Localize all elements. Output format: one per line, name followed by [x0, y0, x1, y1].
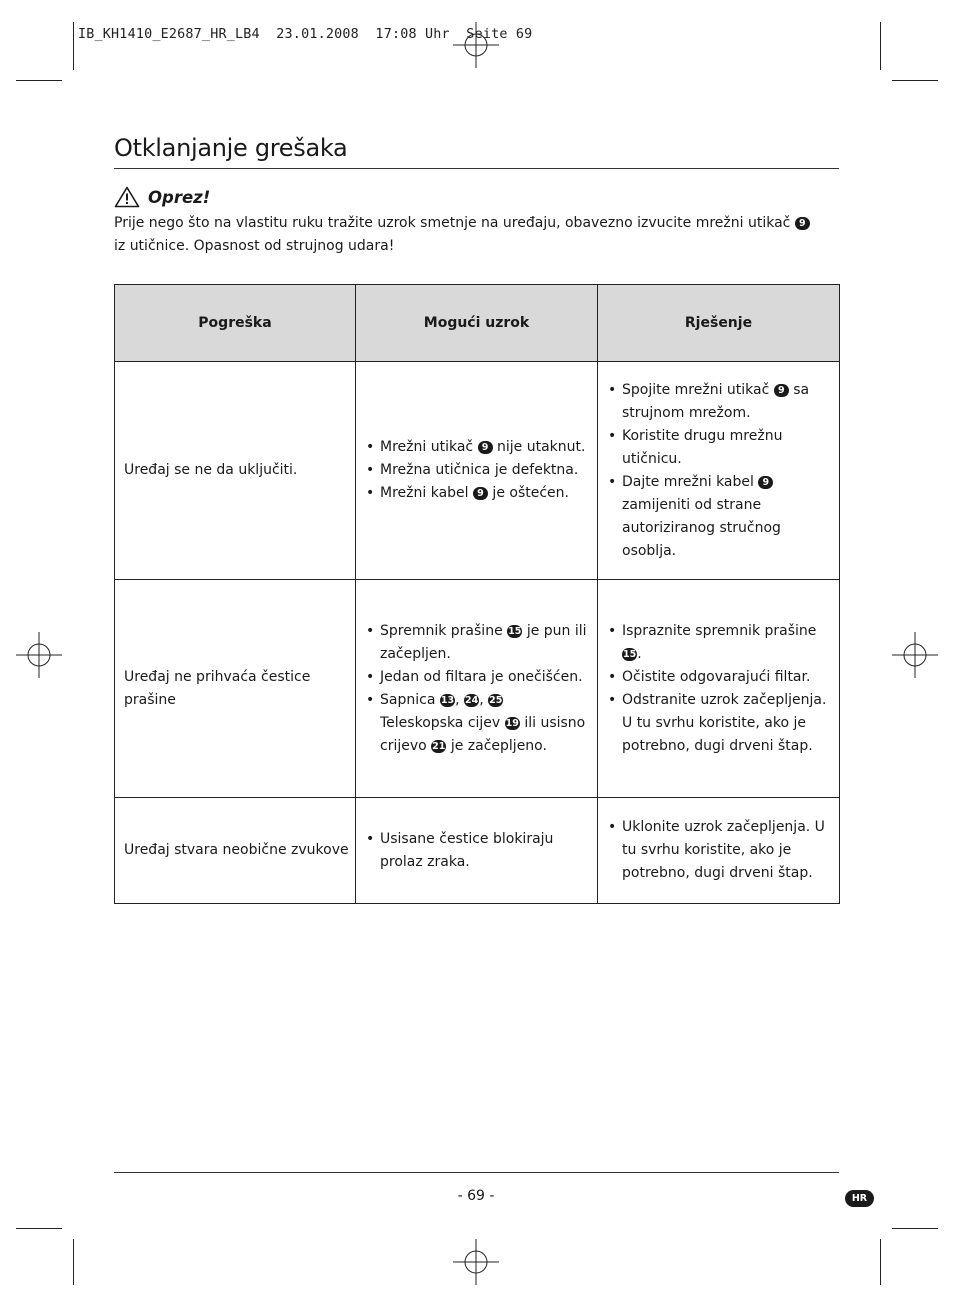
list-item-text: Koristite drugu mrežnu utičnicu. [622, 427, 783, 467]
warning-text-part: iz utičnice. Opasnost od strujnog udara! [114, 238, 395, 254]
warning-heading [114, 186, 210, 208]
list-item-text: sa strujnom mrežom. [622, 381, 810, 421]
list-item [608, 425, 833, 471]
list-item-text: Jedan od filtara je onečišćen. [380, 668, 583, 685]
warning-text-part: Prije nego što na vlastitu ruku tražite uzrok smetnje na uređaju, obavezno izvucite mrežni utikač [114, 215, 795, 231]
table-header-row [115, 285, 840, 362]
part-number-badge: 9 [758, 476, 773, 489]
registration-mark-icon [16, 632, 62, 678]
list-item-text: . [637, 645, 642, 662]
list-item-text: Sapnica [380, 691, 440, 708]
print-header: IB_KH1410_E2687_HR_LB4 23.01.2008 17:08 Uhr Seite 69 [78, 27, 533, 42]
crop-mark [892, 1228, 938, 1229]
list-item [366, 620, 591, 666]
list-item [608, 620, 833, 666]
list-item-text: je začepljeno. [446, 737, 547, 754]
column-header-solution: Rješenje [598, 285, 840, 362]
list-item-text: Očistite odgovarajući filtar. [622, 668, 811, 685]
footer-divider [114, 1172, 839, 1173]
solution-list [598, 816, 839, 885]
cause-list [356, 828, 597, 874]
solution-list [598, 379, 839, 563]
crop-mark [16, 80, 62, 81]
page-title: Otklanjanje grešaka [114, 134, 348, 162]
list-item-text: Mrežni utikač [380, 439, 478, 455]
list-item-text: Usisane čestice blokiraju prolaz zraka. [380, 830, 554, 870]
part-number-badge: 15 [623, 648, 637, 660]
crop-mark [73, 22, 74, 70]
table-row [115, 362, 840, 580]
registration-mark-icon [453, 22, 499, 68]
solution-cell [598, 580, 840, 798]
warning-text [114, 212, 824, 258]
list-item [608, 689, 833, 758]
crop-mark [16, 1228, 62, 1229]
cause-cell [356, 798, 598, 904]
part-number-badge: 25 [489, 694, 503, 706]
part-number-badge: 9 [795, 217, 810, 230]
list-item-text: Spremnik prašine [380, 622, 508, 639]
list-item-text: Mrežna utičnica je defektna. [380, 462, 579, 478]
part-number-badge: 9 [473, 487, 488, 500]
list-item-text: Spojite mrežni utikač [622, 381, 774, 398]
column-header-error: Pogreška [115, 285, 356, 362]
part-number-badge: 9 [774, 384, 789, 397]
list-item-text: Odstranite uzrok začepljenja. U tu svrhu koristite, ako je potrebno, dugi drveni štap. [622, 691, 827, 754]
crop-mark [73, 1239, 74, 1285]
solution-list [598, 620, 839, 758]
list-item [608, 379, 833, 425]
crop-mark [880, 1239, 881, 1285]
crop-mark [880, 22, 881, 70]
column-header-cause: Mogući uzrok [356, 285, 598, 362]
title-divider [114, 168, 839, 169]
registration-mark-icon [892, 632, 938, 678]
page-number: - 69 - [457, 1188, 495, 1204]
table-row [115, 798, 840, 904]
error-cell: Uređaj se ne da uključiti. [115, 362, 356, 580]
error-cell: Uređaj ne prihvaća čestice prašine [115, 580, 356, 798]
cause-cell [356, 580, 598, 798]
list-item [366, 482, 591, 505]
list-item [608, 471, 833, 563]
list-item-text: Teleskopska cijev [380, 714, 505, 731]
list-item [608, 816, 833, 885]
list-item [366, 436, 591, 459]
list-item-text: je oštećen. [487, 485, 569, 501]
part-number-badge: 13 [440, 694, 455, 706]
list-item-text: Ispraznite spremnik prašine [622, 622, 817, 639]
solution-cell [598, 362, 840, 580]
list-item [366, 666, 591, 689]
troubleshooting-table [114, 284, 840, 904]
list-item-text: Mrežni kabel [380, 485, 473, 501]
language-badge: HR [845, 1190, 874, 1207]
registration-mark-icon [453, 1239, 499, 1285]
cause-list [356, 436, 597, 505]
list-item-text: je pun ili začepljen. [380, 622, 587, 662]
part-number-badge: 9 [478, 441, 493, 454]
part-number-badge: 19 [505, 717, 519, 729]
solution-cell [598, 798, 840, 904]
part-number-badge: 24 [464, 694, 479, 706]
cause-cell [356, 362, 598, 580]
list-item-text: , [455, 691, 464, 708]
cause-list [356, 620, 597, 758]
list-item-text: ili usisno crijevo [380, 714, 586, 754]
part-number-badge: 15 [508, 625, 522, 637]
warning-title: Oprez! [148, 187, 211, 207]
list-item-text: Dajte mrežni kabel [622, 473, 759, 490]
error-cell: Uređaj stvara neobične zvukove [115, 798, 356, 904]
warning-triangle-icon [114, 186, 140, 208]
list-item [366, 459, 591, 482]
list-item-text: Uklonite uzrok začepljenja. U tu svrhu koristite, ako je potrebno, dugi drveni štap. [622, 819, 825, 881]
list-item [608, 666, 833, 689]
list-item-text: nije utaknut. [492, 439, 586, 455]
list-item [366, 689, 591, 758]
list-item [366, 828, 591, 874]
part-number-badge: 21 [432, 740, 446, 752]
list-item-text: zamijeniti od strane autoriziranog stručnog osoblja. [622, 496, 781, 559]
list-item-text: , [479, 691, 489, 708]
crop-mark [892, 80, 938, 81]
table-row [115, 580, 840, 798]
